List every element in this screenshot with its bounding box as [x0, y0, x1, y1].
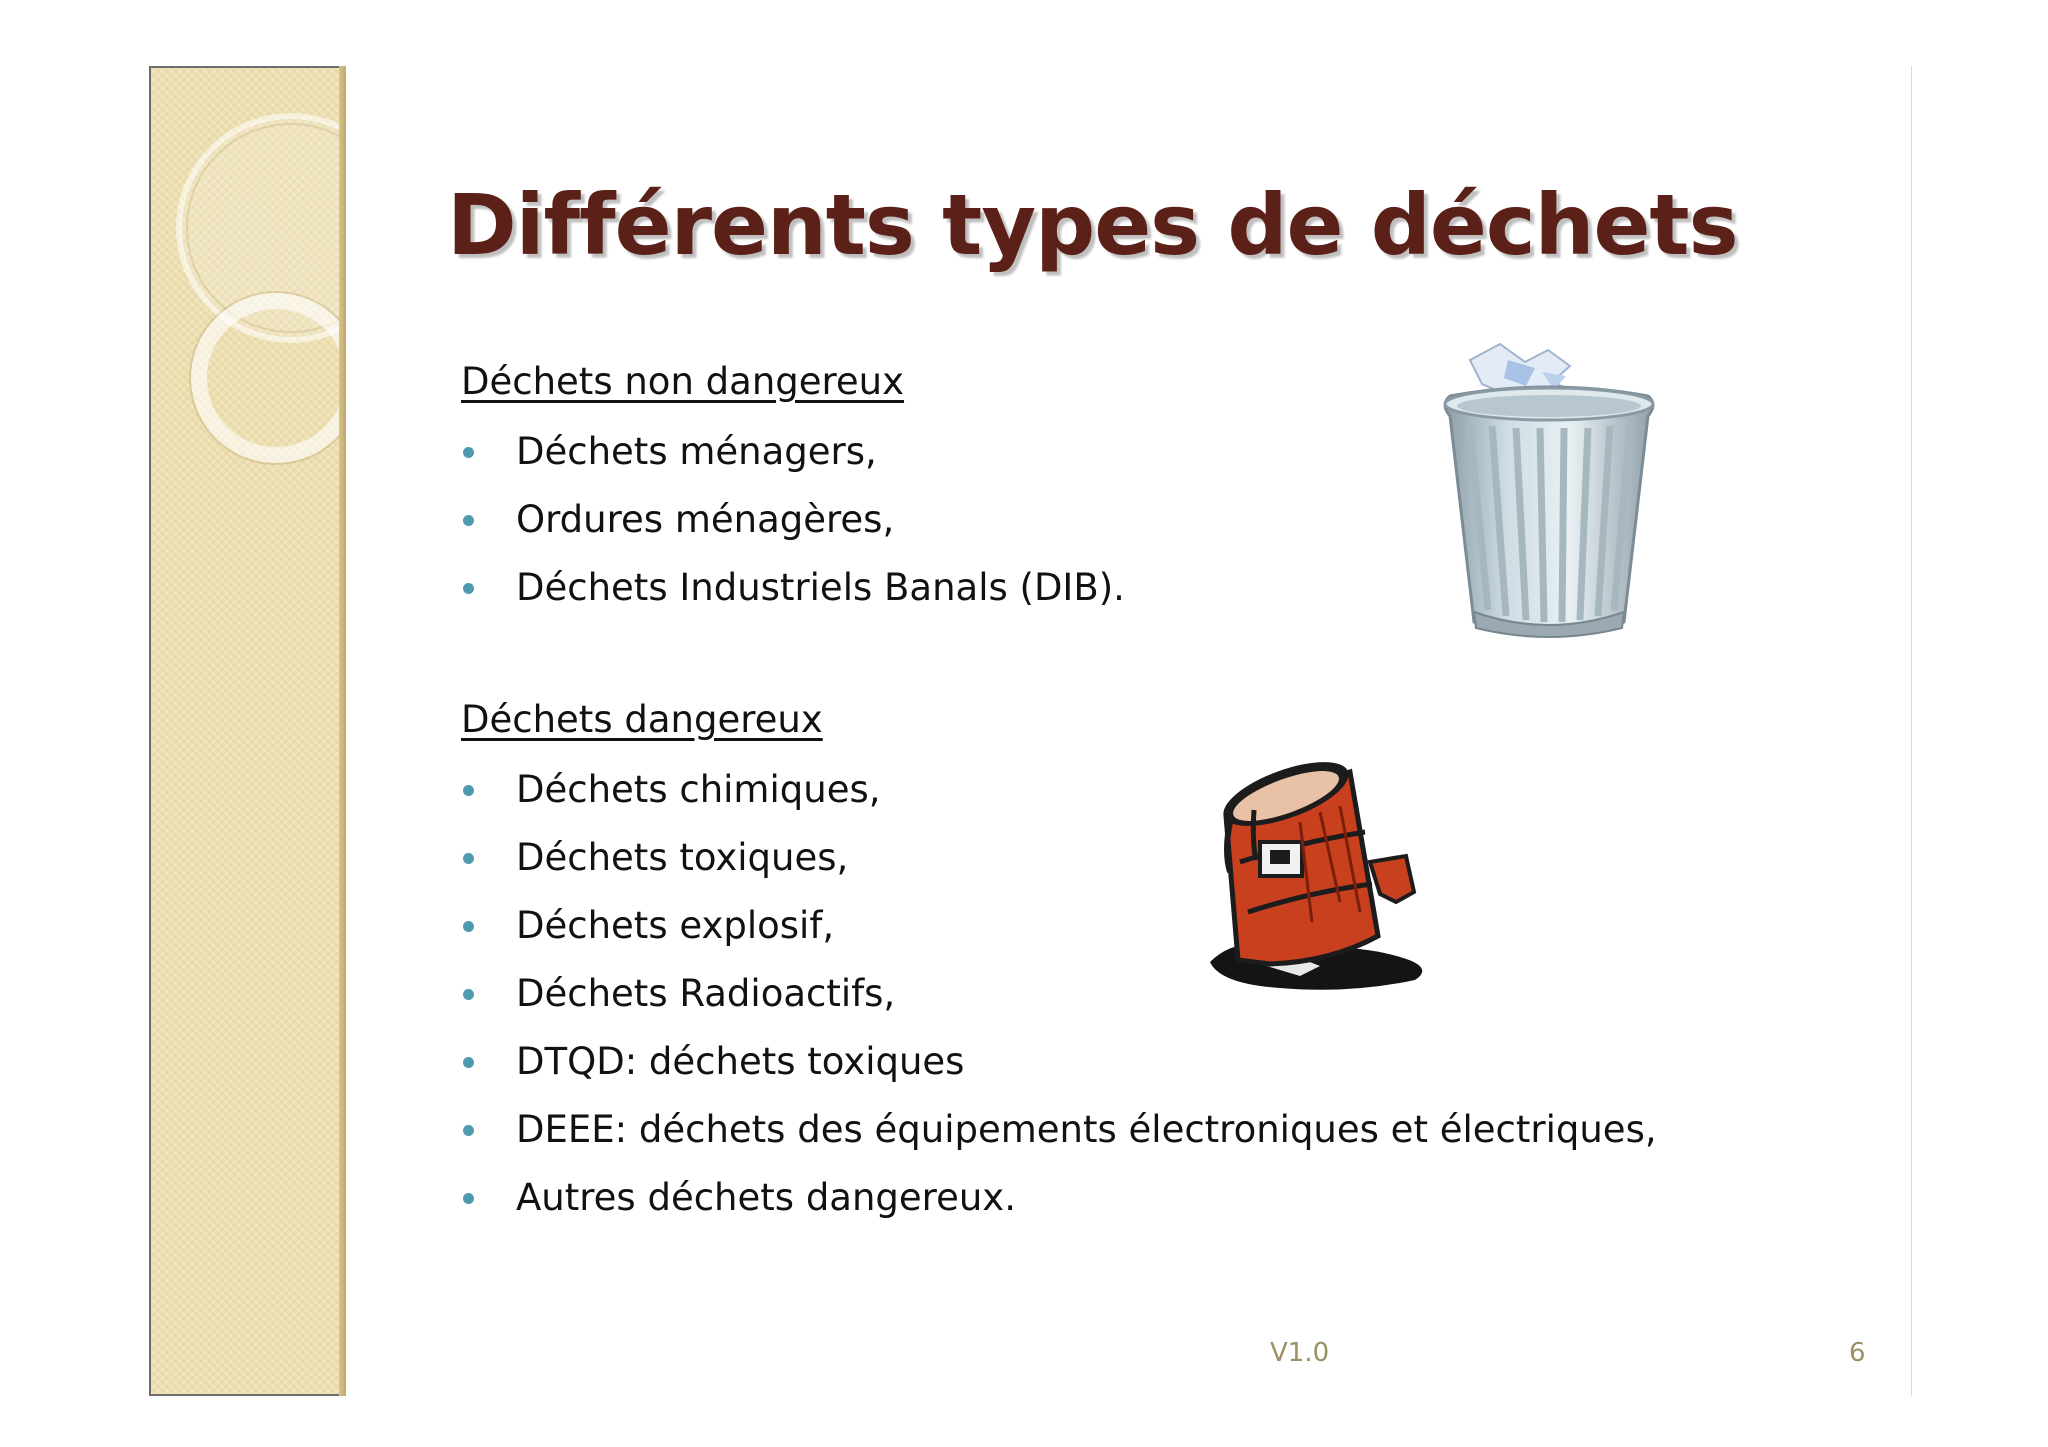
footer-page-number: 6	[1849, 1338, 1866, 1368]
list-item	[461, 1096, 1657, 1164]
bullet-icon	[463, 515, 474, 526]
list-item	[461, 418, 1125, 486]
list-item	[461, 1028, 1657, 1096]
list-item-label: Déchets toxiques,	[516, 836, 849, 879]
bullet-icon	[463, 785, 474, 796]
decorative-side-band	[149, 66, 344, 1396]
bullet-icon	[463, 583, 474, 594]
list-item-label: Autres déchets dangereux.	[516, 1176, 1016, 1219]
list-item-label: Déchets explosif,	[516, 904, 835, 947]
list-item	[461, 892, 1657, 960]
list-item	[461, 1164, 1657, 1232]
bullet-icon	[463, 1125, 474, 1136]
decorative-circles-icon	[151, 68, 344, 1396]
list-item-label: Déchets Industriels Banals (DIB).	[516, 566, 1125, 609]
list-item	[461, 486, 1125, 554]
list-item	[461, 756, 1657, 824]
list-item-label: Ordures ménagères,	[516, 498, 895, 541]
slide-title: Différents types de déchets	[447, 176, 1738, 274]
list-item-label: Déchets chimiques,	[516, 768, 881, 811]
bullet-icon	[463, 447, 474, 458]
list-item-label: DTQD: déchets toxiques	[516, 1040, 965, 1083]
list-item-label: Déchets Radioactifs,	[516, 972, 896, 1015]
bullet-icon	[463, 853, 474, 864]
footer-version: V1.0	[1270, 1338, 1330, 1368]
list-item-label: Déchets ménagers,	[516, 430, 877, 473]
non-dangerous-list	[461, 418, 1125, 622]
section-heading-non-dangerous: Déchets non dangereux	[461, 360, 905, 403]
leaking-barrel-icon	[1200, 752, 1440, 992]
side-band-shadow	[339, 66, 346, 1396]
bullet-icon	[463, 989, 474, 1000]
bullet-icon	[463, 921, 474, 932]
bullet-icon	[463, 1057, 474, 1068]
list-item	[461, 554, 1125, 622]
dangerous-list	[461, 756, 1657, 1232]
section-heading-dangerous: Déchets dangereux	[461, 698, 823, 741]
list-item	[461, 960, 1657, 1028]
trash-can-icon	[1430, 342, 1668, 644]
slide-right-border	[1911, 66, 1912, 1396]
bullet-icon	[463, 1193, 474, 1204]
list-item	[461, 824, 1657, 892]
list-item-label: DEEE: déchets des équipements électroniques et électriques,	[516, 1108, 1657, 1151]
